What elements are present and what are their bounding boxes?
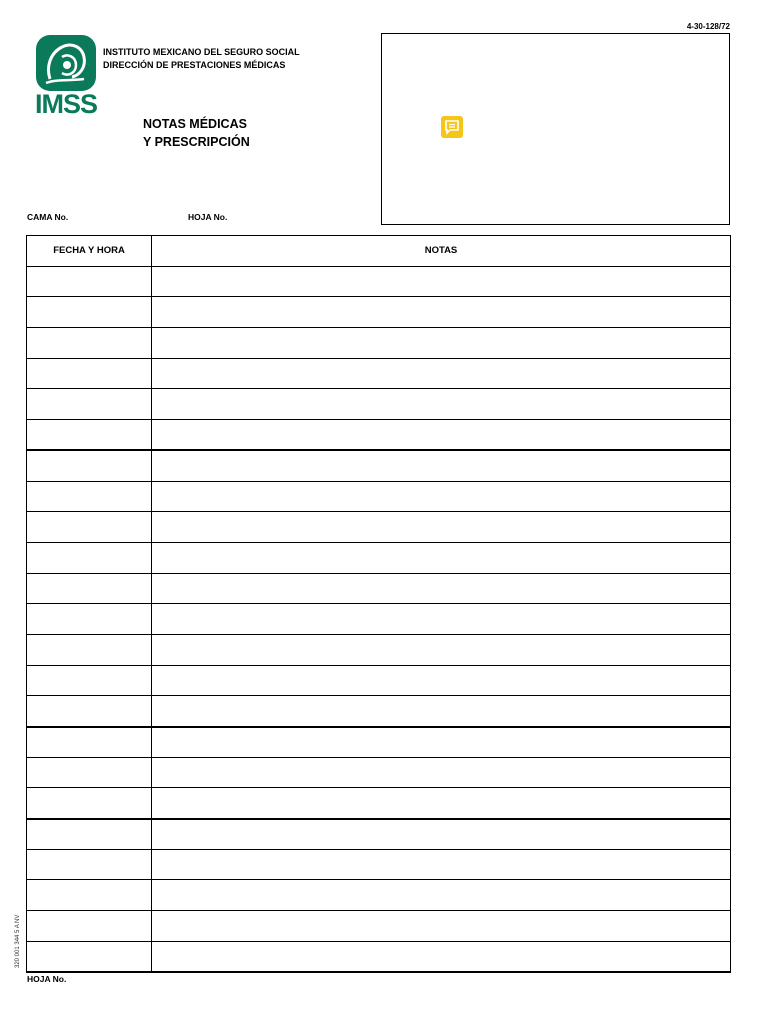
document-title — [143, 115, 250, 151]
date-time-cell[interactable] — [27, 420, 152, 451]
date-time-cell[interactable] — [27, 450, 152, 481]
document-title-line2: Y PRESCRIPCIÓN — [143, 135, 250, 149]
table-row — [27, 788, 731, 819]
notes-cell[interactable] — [152, 481, 731, 512]
date-time-cell[interactable] — [27, 788, 152, 819]
header-date-time: FECHA Y HORA — [27, 236, 152, 267]
date-time-cell[interactable] — [27, 849, 152, 880]
date-time-cell[interactable] — [27, 880, 152, 911]
date-time-cell[interactable] — [27, 358, 152, 389]
patient-info-box — [381, 33, 730, 225]
notes-cell[interactable] — [152, 512, 731, 543]
date-time-cell[interactable] — [27, 389, 152, 420]
date-time-cell[interactable] — [27, 266, 152, 297]
notes-cell[interactable] — [152, 788, 731, 819]
comment-icon[interactable] — [441, 116, 463, 138]
header-notes: NOTAS — [152, 236, 731, 267]
notes-cell[interactable] — [152, 358, 731, 389]
notes-cell[interactable] — [152, 819, 731, 850]
date-time-cell[interactable] — [27, 819, 152, 850]
table-row — [27, 389, 731, 420]
bed-number-label: CAMA No. — [27, 212, 69, 222]
table-row — [27, 757, 731, 788]
date-time-cell[interactable] — [27, 604, 152, 635]
notes-cell[interactable] — [152, 849, 731, 880]
table-row — [27, 266, 731, 297]
form-code: 4-30-128/72 — [686, 22, 730, 31]
institute-department: DIRECCIÓN DE PRESTACIONES MÉDICAS — [103, 60, 286, 70]
notes-cell[interactable] — [152, 665, 731, 696]
date-time-cell[interactable] — [27, 757, 152, 788]
notes-cell[interactable] — [152, 450, 731, 481]
notes-cell[interactable] — [152, 880, 731, 911]
table-row — [27, 481, 731, 512]
table-row — [27, 358, 731, 389]
notes-cell[interactable] — [152, 634, 731, 665]
notes-cell[interactable] — [152, 573, 731, 604]
table-row — [27, 849, 731, 880]
notes-cell[interactable] — [152, 696, 731, 727]
table-row — [27, 880, 731, 911]
sheet-number-label-bottom: HOJA No. — [27, 974, 67, 984]
date-time-cell[interactable] — [27, 481, 152, 512]
date-time-cell[interactable] — [27, 328, 152, 359]
imss-wordmark: IMSS — [34, 89, 97, 119]
table-row — [27, 604, 731, 635]
notes-table-body — [27, 266, 731, 972]
table-row — [27, 819, 731, 850]
date-time-cell[interactable] — [27, 911, 152, 942]
notes-cell[interactable] — [152, 328, 731, 359]
notes-cell[interactable] — [152, 389, 731, 420]
table-row — [27, 727, 731, 758]
date-time-cell[interactable] — [27, 696, 152, 727]
table-row — [27, 512, 731, 543]
imss-emblem-icon — [36, 35, 96, 91]
table-row — [27, 573, 731, 604]
table-row — [27, 297, 731, 328]
notes-cell[interactable] — [152, 727, 731, 758]
table-header-row — [27, 236, 731, 267]
notes-cell[interactable] — [152, 542, 731, 573]
table-row — [27, 696, 731, 727]
table-row — [27, 542, 731, 573]
table-row — [27, 941, 731, 972]
table-row — [27, 634, 731, 665]
institute-name: INSTITUTO MEXICANO DEL SEGURO SOCIAL — [103, 47, 300, 57]
date-time-cell[interactable] — [27, 297, 152, 328]
date-time-cell[interactable] — [27, 665, 152, 696]
date-time-cell[interactable] — [27, 941, 152, 972]
notes-cell[interactable] — [152, 604, 731, 635]
date-time-cell[interactable] — [27, 634, 152, 665]
notes-cell[interactable] — [152, 941, 731, 972]
table-row — [27, 420, 731, 451]
institute-heading — [103, 46, 300, 72]
notes-cell[interactable] — [152, 911, 731, 942]
date-time-cell[interactable] — [27, 573, 152, 604]
date-time-cell[interactable] — [27, 512, 152, 543]
notes-table — [26, 235, 731, 973]
table-row — [27, 665, 731, 696]
table-row — [27, 328, 731, 359]
side-print-code: 320 001 344 5 A NV — [15, 914, 21, 968]
sheet-number-label-top: HOJA No. — [188, 212, 228, 222]
notes-cell[interactable] — [152, 266, 731, 297]
document-title-line1: NOTAS MÉDICAS — [143, 117, 247, 131]
date-time-cell[interactable] — [27, 727, 152, 758]
table-row — [27, 450, 731, 481]
notes-cell[interactable] — [152, 297, 731, 328]
table-row — [27, 911, 731, 942]
imss-logo — [33, 35, 99, 119]
notes-cell[interactable] — [152, 420, 731, 451]
notes-cell[interactable] — [152, 757, 731, 788]
date-time-cell[interactable] — [27, 542, 152, 573]
